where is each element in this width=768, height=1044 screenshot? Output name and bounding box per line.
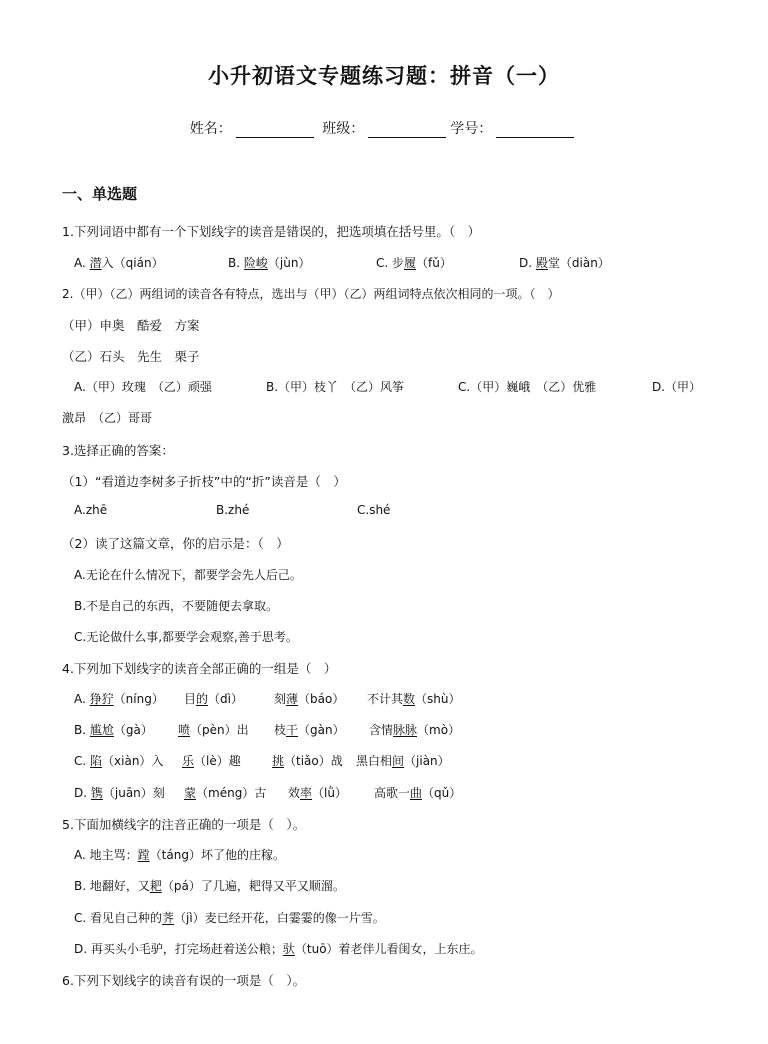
- q2-stem: 2.（甲）（乙）两组词的读音各有特点，选出与（甲）（乙）两组词特点依次相同的一项。（ ）: [62, 287, 560, 301]
- q1-option-a[interactable]: A. 潜入（qián）: [74, 256, 164, 270]
- q5-option-b[interactable]: B. 地翻好，又耙（pá）了几遍，耙得又平又顺溜。: [74, 879, 345, 893]
- q4-a-item: A. 狰狞（níng）: [74, 692, 164, 706]
- id-blank[interactable]: [496, 123, 574, 138]
- q4-c-item: 挑（tiǎo）战: [272, 754, 343, 768]
- q4-c-item: C. 陷（xiàn）入: [74, 754, 164, 768]
- name-label: 姓名：: [189, 121, 232, 137]
- q2-group-yi: （乙）石头 先生 栗子: [62, 349, 200, 364]
- q2-option-a[interactable]: A.（甲）玫瑰 （乙）顽强: [74, 380, 212, 394]
- q4-stem: 4.下列加下划线字的读音全部正确的一组是（ ）: [62, 661, 337, 676]
- q4-b-item: 含情脉脉（mò）: [369, 723, 461, 737]
- q4-d-item: D. 镌（juān）刻: [74, 786, 165, 800]
- q5-option-a[interactable]: A. 地主骂：蹚（táng）坏了他的庄稼。: [74, 848, 285, 862]
- q4-a-item: 不计其数（shù）: [367, 692, 461, 706]
- q2-option-d-cont: 激昂 （乙）哥哥: [62, 411, 153, 425]
- q3-sub2-option-b[interactable]: B.不是自己的东西，不要随便去拿取。: [74, 599, 279, 613]
- q1-stem: 1.下列词语中都有一个下划线字的读音是错误的，把选项填在括号里。（ ）: [62, 224, 481, 239]
- q3-sub1-option-b[interactable]: B.zhé: [216, 503, 250, 517]
- q4-b-item: 枝干（gàn）: [274, 723, 345, 737]
- q3-stem: 3.选择正确的答案：: [62, 443, 174, 458]
- name-blank[interactable]: [236, 123, 314, 138]
- q2-option-b[interactable]: B.（甲）枝丫 （乙）风筝: [266, 380, 405, 394]
- q2-group-jia: （甲）申奥 酷爱 方案: [62, 318, 200, 333]
- class-label: 班级：: [322, 121, 365, 137]
- q6-stem: 6.下列下划线字的读音有误的一项是（ ）。: [62, 973, 306, 988]
- page-title: 小升初语文专题练习题：拼音（一）: [208, 64, 560, 88]
- q5-option-c[interactable]: C. 看见自己种的荠（jì）麦已经开花，白霎霎的像一片雪。: [74, 911, 385, 925]
- q5-option-d[interactable]: D. 再买头小毛驴，打完场赶着送公粮；驮（tuō）着老伴儿看闺女，上东庄。: [74, 942, 483, 956]
- id-label: 学号：: [450, 121, 493, 137]
- q3-sub1: （1）“看道边李树多子折枝”中的“折”读音是（ ）: [62, 474, 346, 489]
- q3-sub2-option-c[interactable]: C.无论做什么事,都要学会观察,善于思考。: [74, 630, 298, 644]
- q3-sub2: （2）读了这篇文章，你的启示是：（ ）: [62, 536, 289, 551]
- q4-c-item: 黑白相间（jiàn）: [356, 754, 450, 768]
- student-info: [0, 118, 768, 138]
- q3-sub1-option-a[interactable]: A.zhē: [74, 503, 108, 517]
- q4-d-item: 效率（lǜ）: [288, 786, 347, 800]
- q2-option-d[interactable]: D.（甲）: [652, 380, 702, 394]
- class-blank[interactable]: [368, 123, 446, 138]
- q4-a-item: 目的（dì）: [184, 692, 243, 706]
- q4-d-item: 高歌一曲（qǔ）: [374, 786, 462, 800]
- q1-option-d[interactable]: D. 殿堂（diàn）: [519, 256, 610, 270]
- q4-d-item: 蒙（méng）古: [184, 786, 267, 800]
- q4-c-item: 乐（lè）趣: [182, 754, 241, 768]
- q4-a-item: 刻薄（báo）: [274, 692, 345, 706]
- q1-option-c[interactable]: C. 步履（fǔ）: [376, 256, 452, 270]
- q4-b-item: 喷（pèn）出: [178, 723, 249, 737]
- q3-sub2-option-a[interactable]: A.无论在什么情况下，都要学会先人后己。: [74, 568, 302, 582]
- section-heading: 一、单选题: [62, 185, 138, 203]
- q1-option-b[interactable]: B. 险峻（jùn）: [228, 256, 311, 270]
- q2-option-c[interactable]: C.（甲）巍峨 （乙）优雅: [458, 380, 597, 394]
- q3-sub1-option-c[interactable]: C.shé: [357, 503, 391, 517]
- q5-stem: 5.下面加横线字的注音正确的一项是（ ）。: [62, 817, 306, 832]
- q4-b-item: B. 尴尬（gà）: [74, 723, 153, 737]
